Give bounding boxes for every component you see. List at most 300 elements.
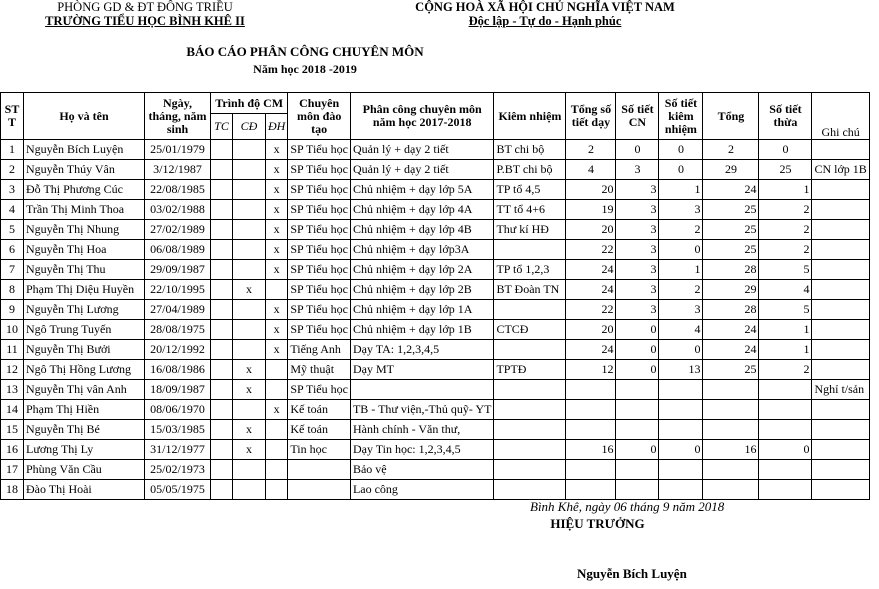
row-note: [812, 200, 869, 220]
row-kn: 0: [659, 140, 703, 160]
row-cd: [233, 300, 266, 320]
row-major: SP Tiểu học: [288, 200, 351, 220]
row-tc: [211, 320, 233, 340]
row-sum: 2: [703, 140, 759, 160]
row-dh: [266, 440, 288, 460]
row-stt: 18: [1, 480, 24, 500]
row-cd: [233, 180, 266, 200]
row-kn: 0: [659, 440, 703, 460]
row-extra: 2: [759, 240, 812, 260]
col-name: Họ và tên: [24, 93, 145, 140]
row-sum: [703, 420, 759, 440]
row-note: [812, 320, 869, 340]
row-name: Trần Thị Minh Thoa: [24, 200, 145, 220]
row-concurrent: P.BT chi bộ: [494, 160, 566, 180]
header-left: [30, 0, 260, 28]
row-kn: 0: [659, 340, 703, 360]
row-note: [812, 300, 869, 320]
row-stt: 15: [1, 420, 24, 440]
row-kn: [659, 460, 703, 480]
row-cn: [616, 380, 659, 400]
row-major: SP Tiểu học: [288, 240, 351, 260]
row-note: [812, 260, 869, 280]
row-dob: 25/01/1979: [145, 140, 211, 160]
row-dob: 18/09/1987: [145, 380, 211, 400]
row-cn: 3: [616, 280, 659, 300]
col-stt: ST T: [1, 93, 24, 140]
row-sum: 29: [703, 160, 759, 180]
row-note: CN lớp 1B: [812, 160, 869, 180]
row-note: [812, 180, 869, 200]
row-name: Phùng Văn Cầu: [24, 460, 145, 480]
row-stt: 5: [1, 220, 24, 240]
row-concurrent: CTCĐ: [494, 320, 566, 340]
row-sum: 16: [703, 440, 759, 460]
row-concurrent: [494, 380, 566, 400]
row-concurrent: TPTĐ: [494, 360, 566, 380]
row-name: Lương Thị Ly: [24, 440, 145, 460]
table-row: [1, 160, 870, 180]
row-note: [812, 140, 869, 160]
row-sum: 25: [703, 200, 759, 220]
row-kn: 1: [659, 180, 703, 200]
row-extra: [759, 480, 812, 500]
col-concurrent: Kiêm nhiệm: [494, 93, 566, 140]
row-name: Ngô Trung Tuyến: [24, 320, 145, 340]
row-cn: 0: [616, 140, 659, 160]
header-right: [395, 0, 695, 28]
row-dob: 25/02/1973: [145, 460, 211, 480]
row-major: [288, 460, 351, 480]
row-assignment: Chủ nhiệm + dạy lớp 2B: [350, 280, 493, 300]
row-kn: 2: [659, 280, 703, 300]
assignment-table: [0, 92, 870, 500]
table-row: [1, 460, 870, 480]
row-sum: [703, 400, 759, 420]
row-tc: [211, 400, 233, 420]
row-extra: 1: [759, 180, 812, 200]
row-name: Nguyễn Thị Lương: [24, 300, 145, 320]
row-assignment: Quản lý + dạy 2 tiết: [350, 160, 493, 180]
row-note: [812, 400, 869, 420]
row-cn: [616, 400, 659, 420]
row-extra: 0: [759, 140, 812, 160]
row-extra: 0: [759, 440, 812, 460]
row-tc: [211, 480, 233, 500]
row-cd: [233, 260, 266, 280]
row-assignment: Chủ nhiệm + dạy lớp 1B: [350, 320, 493, 340]
row-dh: [266, 380, 288, 400]
row-dh: x: [266, 320, 288, 340]
table-row: [1, 260, 870, 280]
row-extra: 2: [759, 200, 812, 220]
row-major: SP Tiểu học: [288, 320, 351, 340]
row-cd: x: [233, 420, 266, 440]
row-note: [812, 280, 869, 300]
row-name: Nguyễn Thị Nhung: [24, 220, 145, 240]
row-stt: 16: [1, 440, 24, 460]
row-tc: [211, 360, 233, 380]
row-stt: 2: [1, 160, 24, 180]
row-extra: 5: [759, 300, 812, 320]
row-stt: 6: [1, 240, 24, 260]
col-extra: Số tiết thừa: [759, 93, 812, 140]
row-assignment: [350, 380, 493, 400]
row-cn: [616, 420, 659, 440]
row-total-periods: 24: [566, 340, 616, 360]
row-extra: 1: [759, 320, 812, 340]
row-concurrent: Thư kí HĐ: [494, 220, 566, 240]
row-concurrent: BT chi bộ: [494, 140, 566, 160]
row-cd: [233, 340, 266, 360]
row-cd: x: [233, 380, 266, 400]
row-assignment: Hành chính - Văn thư,: [350, 420, 493, 440]
row-assignment: Dạy TA: 1,2,3,4,5: [350, 340, 493, 360]
row-tc: [211, 420, 233, 440]
row-total-periods: 22: [566, 300, 616, 320]
row-kn: [659, 400, 703, 420]
row-total-periods: 22: [566, 240, 616, 260]
row-dh: [266, 420, 288, 440]
row-dh: [266, 480, 288, 500]
table-row: [1, 440, 870, 460]
row-dh: x: [266, 260, 288, 280]
row-tc: [211, 220, 233, 240]
row-concurrent: [494, 440, 566, 460]
table-row: [1, 340, 870, 360]
table-row: [1, 280, 870, 300]
row-major: Kế toán: [288, 420, 351, 440]
row-concurrent: [494, 400, 566, 420]
row-major: [288, 480, 351, 500]
row-kn: 2: [659, 220, 703, 240]
table-row: [1, 380, 870, 400]
col-dh: ĐH: [266, 114, 288, 140]
row-cn: [616, 460, 659, 480]
school-name: TRƯỜNG TIỂU HỌC BÌNH KHÊ II: [45, 14, 245, 28]
table-row: [1, 220, 870, 240]
row-dob: 05/05/1975: [145, 480, 211, 500]
row-tc: [211, 240, 233, 260]
signer-role: HIỆU TRƯỞNG: [550, 516, 645, 531]
row-extra: 25: [759, 160, 812, 180]
row-extra: [759, 380, 812, 400]
row-cn: 3: [616, 260, 659, 280]
report-subtitle: Năm học 2018 -2019: [253, 62, 357, 76]
row-note: [812, 340, 869, 360]
row-tc: [211, 300, 233, 320]
row-assignment: Dạy Tin học: 1,2,3,4,5: [350, 440, 493, 460]
row-cn: 3: [616, 180, 659, 200]
row-stt: 8: [1, 280, 24, 300]
row-stt: 12: [1, 360, 24, 380]
national-motto: Độc lập - Tự do - Hạnh phúc: [468, 14, 622, 28]
row-extra: 2: [759, 220, 812, 240]
table-row: [1, 320, 870, 340]
row-cn: 3: [616, 200, 659, 220]
row-dh: x: [266, 240, 288, 260]
row-cn: 3: [616, 220, 659, 240]
row-dob: 03/02/1988: [145, 200, 211, 220]
row-cn: [616, 480, 659, 500]
row-cd: [233, 460, 266, 480]
row-cn: 0: [616, 360, 659, 380]
row-tc: [211, 380, 233, 400]
row-major: SP Tiểu học: [288, 180, 351, 200]
row-name: Nguyễn Thúy Vân: [24, 160, 145, 180]
row-major: SP Tiểu học: [288, 280, 351, 300]
row-total-periods: 2: [566, 140, 616, 160]
row-assignment: TB - Thư viện,-Thủ quỹ- YT: [350, 400, 493, 420]
row-sum: 25: [703, 360, 759, 380]
col-assignment: Phân công chuyên môn năm học 2017-2018: [350, 93, 493, 140]
row-note: [812, 420, 869, 440]
row-kn: 0: [659, 160, 703, 180]
row-kn: 4: [659, 320, 703, 340]
row-assignment: Chủ nhiệm + dạy lớp 2A: [350, 260, 493, 280]
national-title: CỘNG HOÀ XÃ HỘI CHỦ NGHĨA VIỆT NAM: [415, 0, 675, 14]
row-cn: 3: [616, 240, 659, 260]
table-row: [1, 300, 870, 320]
row-concurrent: [494, 240, 566, 260]
row-sum: 24: [703, 180, 759, 200]
row-dob: 22/08/1985: [145, 180, 211, 200]
row-dob: 08/06/1970: [145, 400, 211, 420]
col-note: Ghi chú: [812, 93, 869, 140]
row-note: [812, 440, 869, 460]
row-cd: [233, 160, 266, 180]
row-dh: x: [266, 200, 288, 220]
row-dh: [266, 460, 288, 480]
table-body: [1, 140, 870, 500]
row-kn: [659, 480, 703, 500]
row-note: [812, 480, 869, 500]
row-total-periods: 19: [566, 200, 616, 220]
row-dh: x: [266, 140, 288, 160]
row-cd: x: [233, 280, 266, 300]
row-tc: [211, 200, 233, 220]
row-tc: [211, 140, 233, 160]
row-cn: 0: [616, 440, 659, 460]
row-stt: 14: [1, 400, 24, 420]
row-dob: 22/10/1995: [145, 280, 211, 300]
row-note: [812, 360, 869, 380]
row-major: Tin học: [288, 440, 351, 460]
row-major: SP Tiểu học: [288, 300, 351, 320]
row-concurrent: TT tổ 4+6: [494, 200, 566, 220]
row-assignment: Bảo vệ: [350, 460, 493, 480]
col-dob: Ngày, tháng, năm sinh: [145, 93, 211, 140]
row-stt: 3: [1, 180, 24, 200]
row-tc: [211, 440, 233, 460]
row-total-periods: [566, 400, 616, 420]
table-row: [1, 140, 870, 160]
row-cn: 0: [616, 320, 659, 340]
row-total-periods: 20: [566, 320, 616, 340]
row-cn: 3: [616, 160, 659, 180]
row-concurrent: TP tổ 4,5: [494, 180, 566, 200]
row-kn: [659, 420, 703, 440]
row-extra: 2: [759, 360, 812, 380]
row-total-periods: 4: [566, 160, 616, 180]
row-note: Nghỉ t/sản: [812, 380, 869, 400]
row-dob: 29/09/1987: [145, 260, 211, 280]
row-stt: 13: [1, 380, 24, 400]
row-tc: [211, 460, 233, 480]
row-extra: 1: [759, 340, 812, 360]
row-dh: [266, 280, 288, 300]
row-major: Kế toán: [288, 400, 351, 420]
row-kn: [659, 380, 703, 400]
row-dob: 31/12/1977: [145, 440, 211, 460]
row-assignment: Chủ nhiệm + dạy lớp 4B: [350, 220, 493, 240]
row-dh: x: [266, 400, 288, 420]
row-stt: 9: [1, 300, 24, 320]
row-dh: x: [266, 340, 288, 360]
table-row: [1, 360, 870, 380]
report-title: BÁO CÁO PHÂN CÔNG CHUYÊN MÔN: [186, 44, 424, 59]
signer-name: Nguyễn Bích Luyện: [577, 566, 687, 581]
row-stt: 4: [1, 200, 24, 220]
row-major: SP Tiểu học: [288, 140, 351, 160]
row-cd: [233, 200, 266, 220]
row-total-periods: [566, 380, 616, 400]
row-dh: x: [266, 300, 288, 320]
row-cd: [233, 320, 266, 340]
row-concurrent: [494, 300, 566, 320]
table-row: [1, 200, 870, 220]
row-name: Phạm Thị Diệu Huyền: [24, 280, 145, 300]
row-stt: 11: [1, 340, 24, 360]
row-dob: 20/12/1992: [145, 340, 211, 360]
row-dh: x: [266, 160, 288, 180]
row-name: Phạm Thị Hiền: [24, 400, 145, 420]
row-sum: [703, 480, 759, 500]
row-tc: [211, 260, 233, 280]
row-kn: 3: [659, 300, 703, 320]
table-row: [1, 420, 870, 440]
row-name: Ngô Thị Hồng Lương: [24, 360, 145, 380]
row-dob: 06/08/1989: [145, 240, 211, 260]
row-dob: 28/08/1975: [145, 320, 211, 340]
row-major: SP Tiểu học: [288, 220, 351, 240]
row-assignment: Chủ nhiệm + dạy lớp3A: [350, 240, 493, 260]
col-level: Trình độ CM: [211, 93, 288, 114]
row-total-periods: 20: [566, 180, 616, 200]
row-dob: 15/03/1985: [145, 420, 211, 440]
row-stt: 10: [1, 320, 24, 340]
row-tc: [211, 280, 233, 300]
row-dob: 3/12/1987: [145, 160, 211, 180]
row-tc: [211, 340, 233, 360]
row-concurrent: [494, 460, 566, 480]
row-total-periods: [566, 480, 616, 500]
table-row: [1, 480, 870, 500]
row-assignment: Chủ nhiệm + dạy lớp 4A: [350, 200, 493, 220]
signing-date: Bình Khê, ngày 06 tháng 9 năm 2018: [530, 499, 725, 514]
row-sum: 25: [703, 220, 759, 240]
row-name: Nguyễn Thị Hoa: [24, 240, 145, 260]
row-concurrent: [494, 340, 566, 360]
row-kn: 1: [659, 260, 703, 280]
row-major: SP Tiểu học: [288, 260, 351, 280]
row-sum: 28: [703, 300, 759, 320]
row-cd: x: [233, 440, 266, 460]
row-concurrent: [494, 420, 566, 440]
row-stt: 7: [1, 260, 24, 280]
row-name: Đỗ Thị Phương Cúc: [24, 180, 145, 200]
row-assignment: Lao công: [350, 480, 493, 500]
row-note: [812, 220, 869, 240]
row-sum: 25: [703, 240, 759, 260]
row-cd: x: [233, 360, 266, 380]
row-dob: 16/08/1986: [145, 360, 211, 380]
row-total-periods: [566, 460, 616, 480]
row-total-periods: 24: [566, 260, 616, 280]
row-total-periods: 12: [566, 360, 616, 380]
row-total-periods: 16: [566, 440, 616, 460]
row-extra: [759, 400, 812, 420]
row-name: Đào Thị Hoài: [24, 480, 145, 500]
row-total-periods: [566, 420, 616, 440]
col-total-periods: Tổng số tiết dạy: [566, 93, 616, 140]
row-major: Tiếng Anh: [288, 340, 351, 360]
row-cd: [233, 220, 266, 240]
row-kn: 13: [659, 360, 703, 380]
col-tc: TC: [211, 114, 233, 140]
department-name: PHÒNG GD & ĐT ĐÔNG TRIỀU: [57, 0, 233, 14]
row-sum: [703, 380, 759, 400]
row-dh: [266, 360, 288, 380]
row-name: Nguyễn Thị vân Anh: [24, 380, 145, 400]
row-major: SP Tiểu học: [288, 160, 351, 180]
row-cd: [233, 400, 266, 420]
row-sum: 24: [703, 340, 759, 360]
row-kn: 3: [659, 200, 703, 220]
col-kn: Số tiết kiêm nhiệm: [659, 93, 703, 140]
row-total-periods: 20: [566, 220, 616, 240]
row-assignment: Chủ nhiệm + dạy lớp 1A: [350, 300, 493, 320]
row-sum: 29: [703, 280, 759, 300]
row-assignment: Chủ nhiệm + dạy lớp 5A: [350, 180, 493, 200]
row-dob: 27/02/1989: [145, 220, 211, 240]
col-sum: Tổng: [703, 93, 759, 140]
row-name: Nguyễn Thị Bé: [24, 420, 145, 440]
table-row: [1, 400, 870, 420]
row-stt: 17: [1, 460, 24, 480]
row-total-periods: 24: [566, 280, 616, 300]
row-sum: 28: [703, 260, 759, 280]
row-concurrent: [494, 480, 566, 500]
row-assignment: Dạy MT: [350, 360, 493, 380]
row-concurrent: BT Đoàn TN: [494, 280, 566, 300]
row-extra: 4: [759, 280, 812, 300]
row-sum: [703, 460, 759, 480]
row-cn: 3: [616, 300, 659, 320]
row-major: SP Tiểu học: [288, 380, 351, 400]
row-extra: [759, 460, 812, 480]
row-dob: 27/04/1989: [145, 300, 211, 320]
row-major: Mỹ thuật: [288, 360, 351, 380]
row-note: [812, 460, 869, 480]
table-header: [1, 93, 870, 140]
col-cd: CĐ: [233, 114, 266, 140]
row-sum: 24: [703, 320, 759, 340]
row-concurrent: TP tổ 1,2,3: [494, 260, 566, 280]
row-tc: [211, 160, 233, 180]
row-dh: x: [266, 180, 288, 200]
row-tc: [211, 180, 233, 200]
